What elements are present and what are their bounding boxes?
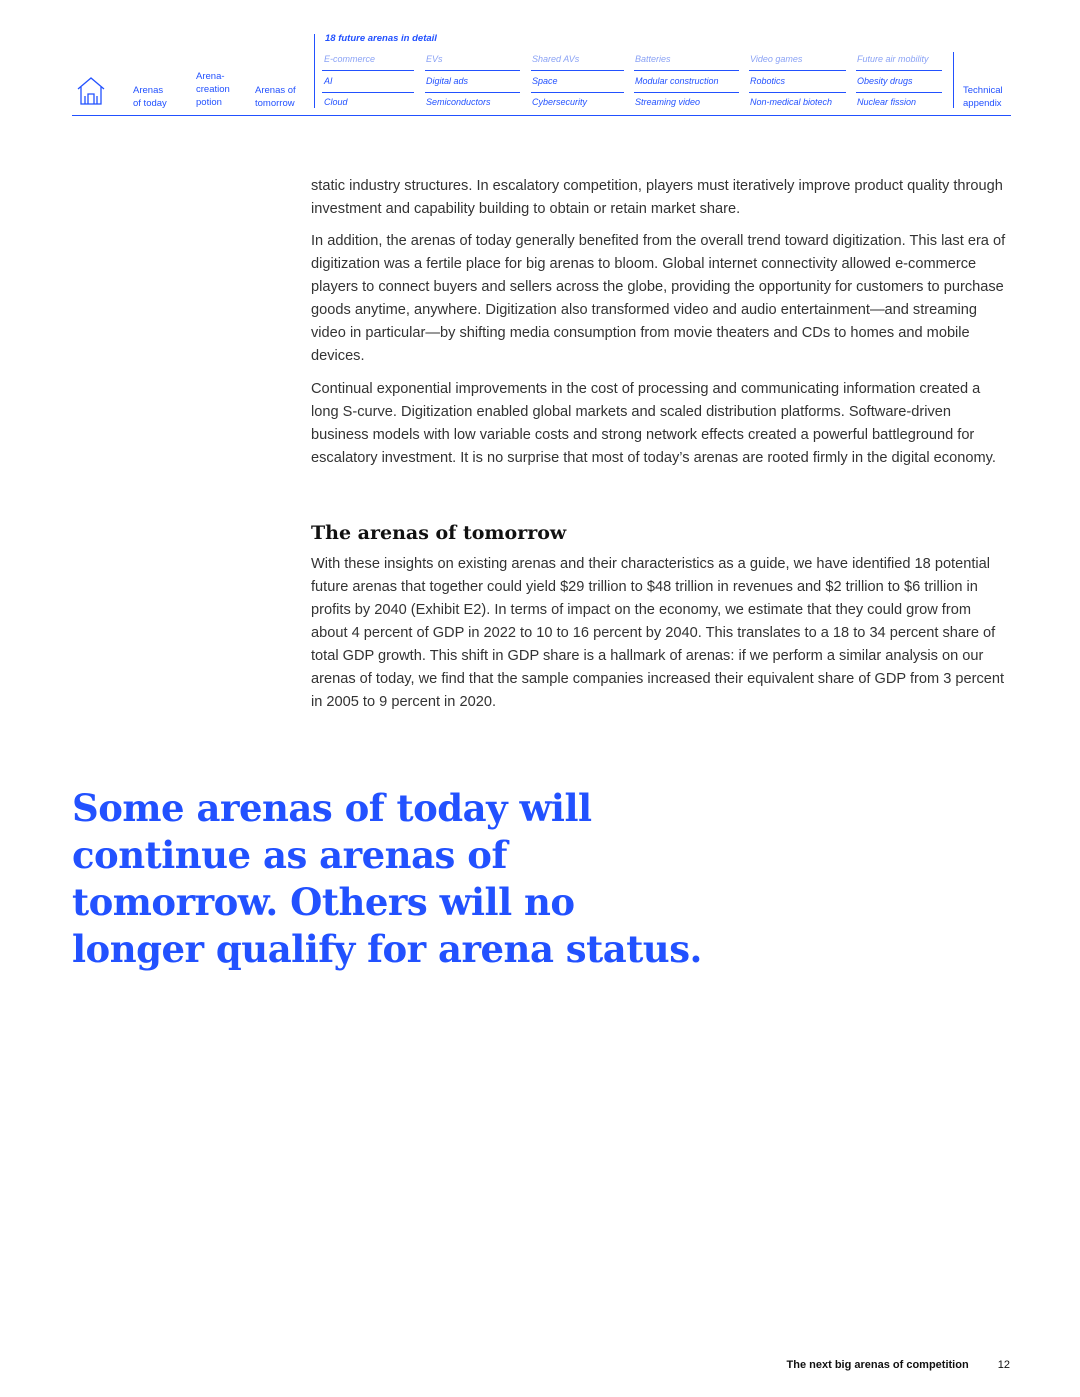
nav-arena-streaming-video[interactable]: Streaming video xyxy=(635,97,701,107)
nav-arena-cybersecurity[interactable]: Cybersecurity xyxy=(532,97,588,107)
nav-divider xyxy=(953,52,954,108)
nav-arena-digital-ads[interactable]: Digital ads xyxy=(426,76,469,86)
grid-line xyxy=(749,70,846,71)
grid-line xyxy=(531,92,624,93)
nav-arena-batteries[interactable]: Batteries xyxy=(635,54,671,64)
nav-arena-nuclear-fission[interactable]: Nuclear fission xyxy=(857,97,917,107)
nav-technical-appendix[interactable]: Technical appendix xyxy=(963,85,1003,109)
nav-arena-future-air-mobility[interactable]: Future air mobility xyxy=(857,54,929,64)
nav-arena-ai[interactable]: AI xyxy=(324,76,333,86)
nav-arena-cloud[interactable]: Cloud xyxy=(324,97,348,107)
grid-line xyxy=(425,92,520,93)
nav-divider xyxy=(314,34,315,108)
grid-line xyxy=(634,70,739,71)
nav-arena-obesity-drugs[interactable]: Obesity drugs xyxy=(857,76,913,86)
nav-arena-non-medical-biotech[interactable]: Non-medical biotech xyxy=(750,97,833,107)
grid-line xyxy=(749,92,846,93)
nav-arena-robotics[interactable]: Robotics xyxy=(750,76,786,86)
grid-line xyxy=(425,70,520,71)
grid-line xyxy=(531,70,624,71)
grid-line xyxy=(856,92,942,93)
nav-arena-evs[interactable]: EVs xyxy=(426,54,443,64)
section-paragraph: With these insights on existing arenas and their characteristics as a guide, we have identified 18 potential future arenas that together could yield $29 trillion to $48 trillion in revenues and $2 trillion to $6 trillion in profits by 2040 (Exhibit E2). In terms of impact on the economy, we estimate that they could grow from about 4 percent of GDP in 2022 to 10 to 16 percent by 2040. This translates to a 18 to 34 percent share of total GDP growth. This shift in GDP share is a hallmark of arenas: if we perform a similar analysis on our arenas of today, we find that the sample companies increased their equivalent share of GDP from 3 percent in 2005 to 9 percent in 2020. xyxy=(311,556,1005,710)
page-number: 12 xyxy=(997,1359,1010,1371)
nav-arenas-of-tomorrow[interactable]: Arenas of tomorrow xyxy=(255,85,296,109)
nav-arena-shared-avs[interactable]: Shared AVs xyxy=(532,54,580,64)
body-paragraph: Continual exponential improvements in the cost of processing and communicating information created a long S-curve. Digitization enabled global markets and scaled distribution platforms. Software-driven business models with low variable costs and strong network effects created a powerful battleground for escalatory investment. It is no surprise that most of today’s arenas are rooted firmly in the digital economy. xyxy=(311,381,996,466)
nav-arena-ecommerce[interactable]: E-commerce xyxy=(324,54,376,64)
page-footer xyxy=(787,1359,1010,1371)
body-paragraph: static industry structures. In escalatory competition, players must iteratively improve product quality through investment and capability building to obtain or retain market share. xyxy=(311,178,1003,217)
nav-rule xyxy=(72,115,1011,116)
grid-line xyxy=(322,92,414,93)
grid-line xyxy=(322,70,414,71)
footer-title: The next big arenas of competition xyxy=(786,1359,969,1371)
section-heading: The arenas of tomorrow xyxy=(311,522,567,544)
grid-line xyxy=(634,92,739,93)
nav-arena-modular-construction[interactable]: Modular construction xyxy=(635,76,719,86)
nav-arenas-of-today[interactable]: Arenas of today xyxy=(133,85,167,109)
nav-arena-video-games[interactable]: Video games xyxy=(750,54,803,64)
home-icon[interactable] xyxy=(76,76,106,106)
body-paragraph: In addition, the arenas of today generally benefited from the overall trend toward digitization. This last era of digitization was a fertile place for big arenas to bloom. Global internet connectivity allowed e-commerce players to connect buyers and sellers across the globe, providing the opportunity for customers to purchase goods anytime, anywhere. Digitization also transformed video and audio entertainment—and streaming video in particular—by shifting media consumption from movie theaters and CDs to homes and mobile devices. xyxy=(311,233,1006,364)
grid-line xyxy=(856,70,942,71)
nav-arena-semiconductors[interactable]: Semiconductors xyxy=(426,97,491,107)
pull-quote: Some arenas of today will continue as arenas of tomorrow. Others will no longer qualify for arena status. xyxy=(72,786,702,971)
grid-title: 18 future arenas in detail xyxy=(325,33,437,44)
nav-arena-space[interactable]: Space xyxy=(532,76,558,86)
nav-arena-creation-potion[interactable]: Arena- creation potion xyxy=(196,71,230,108)
